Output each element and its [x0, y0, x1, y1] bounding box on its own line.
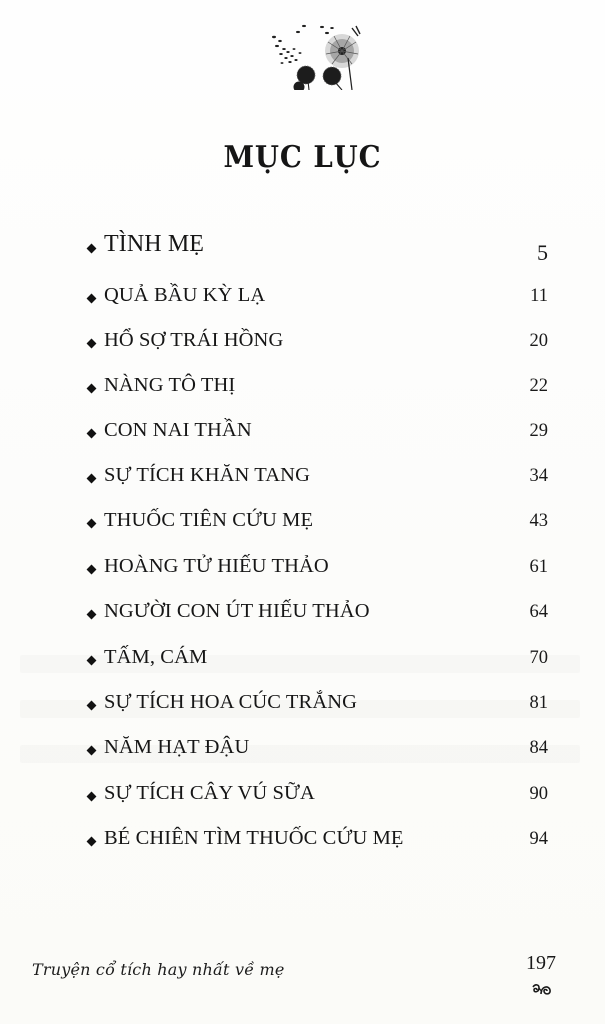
toc-entry-title: SỰ TÍCH HOA CÚC TRẮNG [104, 691, 358, 713]
diamond-bullet-icon [87, 565, 97, 575]
toc-entry-page: 5 [537, 240, 548, 265]
page-number: 197 [526, 952, 556, 974]
toc-entry-page: 11 [530, 286, 548, 306]
toc-entry-page: 90 [529, 784, 548, 804]
diamond-bullet-icon [87, 656, 97, 666]
diamond-bullet-icon [87, 474, 97, 484]
toc-entry[interactable] [88, 827, 548, 857]
toc-entry-page: 43 [529, 511, 548, 531]
flourish-ornament-icon [531, 983, 553, 997]
diamond-bullet-icon [87, 746, 97, 756]
toc-entry-title: HỔ SỢ TRÁI HỒNG [104, 329, 284, 351]
dandelion-illustration-icon [252, 8, 364, 90]
toc-entry-title: HOÀNG TỬ HIẾU THẢO [104, 555, 329, 577]
toc-entry-page: 64 [529, 602, 548, 622]
toc-entry-page: 84 [529, 738, 548, 758]
toc-entry-page: 20 [529, 331, 548, 351]
toc-entry[interactable] [88, 231, 548, 265]
diamond-bullet-icon [87, 339, 97, 349]
toc-entry-page: 81 [529, 693, 548, 713]
book-title-footer: Truyện cổ tích hay nhất về mẹ [32, 960, 285, 979]
toc-entry-title: TẤM, CÁM [104, 646, 208, 668]
diamond-bullet-icon [87, 792, 97, 802]
toc-entry-page: 94 [529, 829, 548, 849]
page-title: MỤC LỤC [223, 140, 382, 175]
toc-entry-page: 61 [529, 557, 548, 577]
toc-entry-page: 34 [529, 466, 548, 486]
toc-entry-title: BÉ CHIÊN TÌM THUỐC CỨU MẸ [104, 827, 404, 849]
toc-entry-page: 22 [529, 376, 548, 396]
diamond-bullet-icon [87, 294, 97, 304]
diamond-bullet-icon [87, 429, 97, 439]
toc-entry-title: SỰ TÍCH KHĂN TANG [104, 464, 310, 486]
toc-entry[interactable] [88, 646, 548, 676]
toc-entry-page: 70 [529, 648, 548, 668]
diamond-bullet-icon [87, 384, 97, 394]
toc-entry-page: 29 [529, 421, 548, 441]
toc-entry-title: THUỐC TIÊN CỨU MẸ [104, 509, 314, 531]
toc-entry[interactable] [88, 419, 548, 449]
diamond-bullet-icon [87, 519, 97, 529]
toc-entry[interactable] [88, 329, 548, 359]
toc-entry-title: NĂM HẠT ĐẬU [104, 736, 250, 758]
toc-entry[interactable] [88, 509, 548, 539]
toc-entry[interactable] [88, 555, 548, 585]
toc-entry[interactable] [88, 736, 548, 766]
toc-entry[interactable] [88, 600, 548, 630]
toc-entry[interactable] [88, 464, 548, 494]
toc-entry-title: QUẢ BẦU KỲ LẠ [104, 284, 266, 306]
diamond-bullet-icon [87, 244, 97, 254]
toc-entry[interactable] [88, 284, 548, 314]
toc-entry-title: NGƯỜI CON ÚT HIẾU THẢO [104, 600, 370, 622]
diamond-bullet-icon [87, 837, 97, 847]
diamond-bullet-icon [87, 701, 97, 711]
toc-entry-title: NÀNG TÔ THỊ [104, 374, 236, 396]
toc-entry-title: CON NAI THẦN [104, 419, 252, 441]
toc-entry[interactable] [88, 691, 548, 721]
toc-entry[interactable] [88, 374, 548, 404]
toc-entry[interactable] [88, 782, 548, 812]
toc-entry-title: TÌNH MẸ [104, 231, 205, 257]
diamond-bullet-icon [87, 610, 97, 620]
toc-entry-title: SỰ TÍCH CÂY VÚ SỮA [104, 782, 315, 804]
